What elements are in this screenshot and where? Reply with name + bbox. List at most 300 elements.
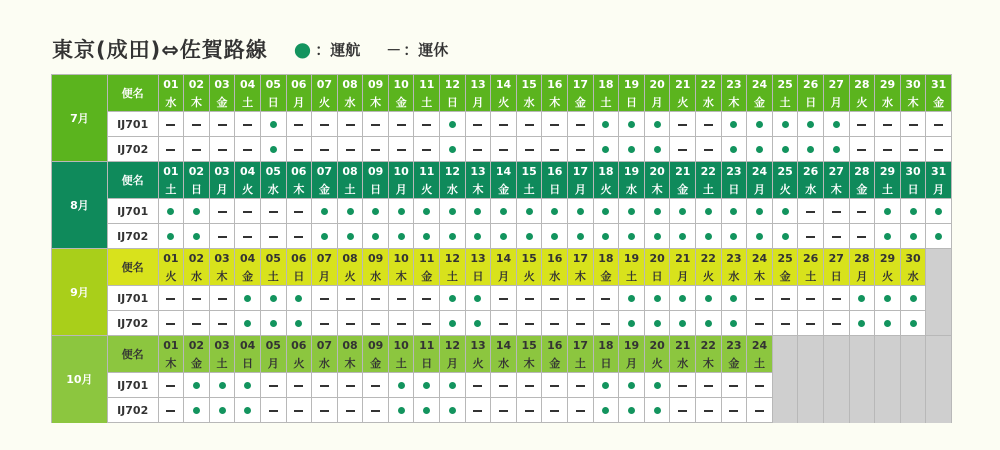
status-cell <box>414 373 440 398</box>
status-cell <box>516 137 542 162</box>
weekday-cell: 火 <box>644 354 670 373</box>
rest-dash-icon <box>397 323 406 325</box>
status-cell <box>542 137 568 162</box>
date-cell: 17 <box>568 162 594 181</box>
status-cell <box>670 373 696 398</box>
status-cell <box>516 398 542 423</box>
status-cell <box>209 199 235 224</box>
status-cell <box>260 373 286 398</box>
status-cell <box>875 311 901 336</box>
date-cell: 09 <box>363 75 389 94</box>
weekday-cell: 土 <box>516 180 542 199</box>
weekday-cell: 木 <box>721 93 747 112</box>
date-cell: 25 <box>772 249 798 268</box>
operate-dot-icon <box>807 121 814 128</box>
date-cell: 26 <box>798 249 824 268</box>
operate-dot-icon <box>628 407 635 414</box>
date-cell: 12 <box>440 162 466 181</box>
rest-dash-icon <box>550 124 559 126</box>
status-cell <box>414 286 440 311</box>
status-cell <box>337 373 363 398</box>
status-cell <box>619 224 645 249</box>
status-cell <box>747 311 773 336</box>
flight-code: IJ702 <box>107 137 158 162</box>
date-cell: 20 <box>644 249 670 268</box>
rest-dash-icon <box>550 298 559 300</box>
date-cell: 12 <box>440 336 466 355</box>
rest-dash-icon <box>755 298 764 300</box>
status-cell <box>772 112 798 137</box>
weekday-cell: 日 <box>593 354 619 373</box>
weekday-cell: 日 <box>465 267 491 286</box>
operate-dot-icon <box>449 233 456 240</box>
operate-dot-icon <box>423 208 430 215</box>
status-cell <box>900 112 926 137</box>
date-cell: 03 <box>209 336 235 355</box>
operate-dot-icon <box>449 121 456 128</box>
date-cell: 10 <box>388 162 414 181</box>
operate-dot-icon <box>910 320 917 327</box>
status-cell <box>568 137 594 162</box>
status-cell <box>696 373 722 398</box>
operate-dot-icon <box>884 208 891 215</box>
status-cell <box>721 398 747 423</box>
date-cell: 25 <box>772 75 798 94</box>
status-cell <box>747 137 773 162</box>
date-cell: 15 <box>516 75 542 94</box>
weekday-cell: 木 <box>900 93 926 112</box>
status-cell <box>516 286 542 311</box>
rest-dash-icon <box>269 410 278 412</box>
status-cell <box>235 224 261 249</box>
status-cell <box>209 112 235 137</box>
flight-row <box>52 224 952 249</box>
date-cell: 01 <box>158 75 184 94</box>
rest-dash-icon <box>550 385 559 387</box>
status-cell <box>875 286 901 311</box>
status-cell <box>823 199 849 224</box>
status-cell <box>158 373 184 398</box>
weekday-cell: 木 <box>696 354 722 373</box>
operate-dot-icon <box>628 208 635 215</box>
weekday-cell: 金 <box>849 180 875 199</box>
status-cell <box>235 373 261 398</box>
weekday-cell: 水 <box>900 267 926 286</box>
month-header-weekdays <box>52 180 952 199</box>
date-cell: 09 <box>363 162 389 181</box>
date-cell: 09 <box>363 336 389 355</box>
status-cell <box>721 224 747 249</box>
status-cell <box>696 199 722 224</box>
weekday-cell: 火 <box>875 267 901 286</box>
operate-dot-icon <box>474 233 481 240</box>
status-cell <box>798 224 824 249</box>
weekday-cell: 木 <box>823 180 849 199</box>
date-cell: 06 <box>286 336 312 355</box>
rest-dash-icon <box>729 410 738 412</box>
rest-dash-icon <box>781 298 790 300</box>
status-cell <box>721 199 747 224</box>
date-cell: 19 <box>619 75 645 94</box>
weekday-cell: 日 <box>235 354 261 373</box>
status-cell <box>772 224 798 249</box>
weekday-cell: 土 <box>568 354 594 373</box>
status-cell <box>363 224 389 249</box>
month-header-weekdays <box>52 267 952 286</box>
operate-legend-label: ：運航 <box>315 40 361 59</box>
status-cell <box>209 286 235 311</box>
weekday-cell: 月 <box>823 93 849 112</box>
rest-dash-icon <box>550 149 559 151</box>
rest-dash-icon <box>473 149 482 151</box>
rest-dash-icon <box>473 385 482 387</box>
status-cell <box>542 199 568 224</box>
weekday-cell: 日 <box>286 267 312 286</box>
status-cell <box>184 311 210 336</box>
status-cell <box>465 398 491 423</box>
rest-dash-icon <box>755 410 764 412</box>
weekday-cell: 木 <box>747 267 773 286</box>
rest-dash-icon <box>346 385 355 387</box>
status-cell <box>619 199 645 224</box>
date-cell: 16 <box>542 162 568 181</box>
rest-dash-icon <box>934 124 943 126</box>
status-cell <box>721 286 747 311</box>
status-cell <box>849 199 875 224</box>
weekday-cell: 月 <box>644 93 670 112</box>
status-cell <box>593 311 619 336</box>
date-cell: 08 <box>337 249 363 268</box>
rest-dash-icon <box>192 323 201 325</box>
operate-dot-icon <box>193 382 200 389</box>
date-cell: 21 <box>670 336 696 355</box>
date-cell: 21 <box>670 162 696 181</box>
status-cell <box>823 112 849 137</box>
weekday-cell: 月 <box>260 354 286 373</box>
weekday-cell: 水 <box>363 267 389 286</box>
flight-row <box>52 199 952 224</box>
operate-dot-icon <box>295 320 302 327</box>
flight-header-label: 便名 <box>107 162 158 199</box>
operate-dot-icon <box>500 208 507 215</box>
weekday-cell: 水 <box>696 93 722 112</box>
status-cell <box>388 311 414 336</box>
legend <box>294 37 449 61</box>
date-cell: 08 <box>337 336 363 355</box>
flight-row <box>52 112 952 137</box>
operate-dot-icon <box>244 320 251 327</box>
operate-dot-icon <box>705 295 712 302</box>
rest-dash-icon <box>832 323 841 325</box>
date-cell: 13 <box>465 75 491 94</box>
status-cell <box>184 112 210 137</box>
status-cell <box>644 199 670 224</box>
rest-dash-icon <box>294 236 303 238</box>
month-header-dates <box>52 162 952 181</box>
date-cell: 22 <box>696 75 722 94</box>
date-cell: 13 <box>465 249 491 268</box>
rest-dash-icon <box>601 298 610 300</box>
weekday-cell: 月 <box>670 267 696 286</box>
page-title: 東京(成田)⇔佐賀路線 <box>52 38 268 62</box>
rest-dash-icon <box>397 124 406 126</box>
rest-dash-icon <box>218 236 227 238</box>
weekday-cell: 日 <box>184 180 210 199</box>
date-cell: 07 <box>312 249 338 268</box>
rest-dash-icon <box>704 149 713 151</box>
date-cell: 02 <box>184 336 210 355</box>
operate-dot-icon <box>602 382 609 389</box>
date-cell: 14 <box>491 249 517 268</box>
date-cell: 10 <box>388 336 414 355</box>
weekday-cell: 木 <box>337 354 363 373</box>
status-cell <box>875 112 901 137</box>
status-cell <box>491 398 517 423</box>
weekday-cell: 水 <box>312 354 338 373</box>
weekday-cell: 日 <box>440 93 466 112</box>
empty-cell <box>875 336 901 423</box>
weekday-cell: 月 <box>209 180 235 199</box>
weekday-cell: 日 <box>414 354 440 373</box>
date-cell: 17 <box>568 249 594 268</box>
status-cell <box>542 311 568 336</box>
operate-dot-icon <box>295 295 302 302</box>
weekday-cell: 土 <box>440 267 466 286</box>
operate-dot-icon <box>679 233 686 240</box>
status-cell <box>260 137 286 162</box>
date-cell: 24 <box>747 75 773 94</box>
operate-dot-icon <box>654 208 661 215</box>
rest-dash-icon <box>704 385 713 387</box>
status-cell <box>568 398 594 423</box>
status-cell <box>798 286 824 311</box>
date-cell: 23 <box>721 162 747 181</box>
rest-dash-icon <box>371 124 380 126</box>
month-label: 7月 <box>52 75 108 162</box>
date-cell: 22 <box>696 336 722 355</box>
rest-dash-icon <box>422 149 431 151</box>
status-cell <box>337 224 363 249</box>
weekday-cell: 金 <box>209 93 235 112</box>
weekday-cell: 金 <box>568 93 594 112</box>
weekday-cell: 火 <box>696 267 722 286</box>
weekday-cell: 水 <box>670 354 696 373</box>
month-label: 8月 <box>52 162 108 249</box>
rest-dash-icon <box>294 410 303 412</box>
operate-dot-icon <box>833 146 840 153</box>
weekday-cell: 水 <box>184 267 210 286</box>
rest-dash-icon <box>550 410 559 412</box>
status-cell <box>696 137 722 162</box>
status-cell <box>363 373 389 398</box>
status-cell <box>798 199 824 224</box>
weekday-cell: 金 <box>363 354 389 373</box>
operate-dot-icon <box>321 233 328 240</box>
status-cell <box>849 224 875 249</box>
rest-dash-icon <box>294 211 303 213</box>
weekday-cell: 土 <box>388 354 414 373</box>
status-cell <box>414 112 440 137</box>
weekday-cell: 金 <box>747 93 773 112</box>
weekday-cell: 水 <box>516 93 542 112</box>
status-cell <box>363 398 389 423</box>
status-cell <box>209 311 235 336</box>
rest-dash-icon: － <box>386 40 402 59</box>
weekday-cell: 水 <box>721 267 747 286</box>
date-cell: 30 <box>900 75 926 94</box>
date-cell: 05 <box>260 336 286 355</box>
weekday-cell: 月 <box>286 93 312 112</box>
status-cell <box>670 112 696 137</box>
rest-dash-icon <box>166 410 175 412</box>
rest-dash-icon <box>294 385 303 387</box>
rest-dash-icon <box>883 149 892 151</box>
rest-dash-icon <box>576 298 585 300</box>
operate-dot-icon <box>449 382 456 389</box>
date-cell: 29 <box>875 75 901 94</box>
operate-dot-icon <box>551 208 558 215</box>
status-cell <box>491 137 517 162</box>
operate-dot-icon <box>449 295 456 302</box>
status-cell <box>312 199 338 224</box>
status-cell <box>260 311 286 336</box>
weekday-cell: 金 <box>721 354 747 373</box>
rest-dash-icon <box>832 236 841 238</box>
flight-code: IJ701 <box>107 286 158 311</box>
date-cell: 24 <box>747 336 773 355</box>
rest-dash-icon <box>320 410 329 412</box>
operate-dot-icon <box>884 320 891 327</box>
status-cell <box>286 311 312 336</box>
status-cell <box>772 199 798 224</box>
status-cell <box>568 112 594 137</box>
rest-dash-icon <box>218 323 227 325</box>
status-cell <box>593 286 619 311</box>
status-cell <box>721 311 747 336</box>
weekday-cell: 木 <box>363 93 389 112</box>
weekday-cell: 土 <box>260 267 286 286</box>
operate-dot-icon <box>807 146 814 153</box>
flight-code: IJ702 <box>107 311 158 336</box>
status-cell <box>644 398 670 423</box>
title-row <box>52 34 448 64</box>
weekday-cell: 日 <box>260 93 286 112</box>
operate-dot-icon <box>347 233 354 240</box>
status-cell <box>491 199 517 224</box>
rest-dash-icon <box>499 149 508 151</box>
date-cell: 05 <box>260 75 286 94</box>
operate-dot-icon <box>193 233 200 240</box>
weekday-cell: 土 <box>593 93 619 112</box>
date-cell: 11 <box>414 336 440 355</box>
rest-dash-icon <box>166 149 175 151</box>
weekday-cell: 月 <box>388 180 414 199</box>
status-cell <box>235 286 261 311</box>
flight-code: IJ702 <box>107 224 158 249</box>
operate-dot-icon <box>756 233 763 240</box>
rest-dash-icon <box>883 124 892 126</box>
date-cell: 01 <box>158 162 184 181</box>
weekday-cell: 木 <box>542 93 568 112</box>
weekday-cell: 土 <box>414 93 440 112</box>
weekday-cell: 金 <box>184 354 210 373</box>
operate-dot-icon <box>449 320 456 327</box>
operate-dot-icon <box>423 382 430 389</box>
status-cell <box>593 224 619 249</box>
operate-dot-icon <box>372 233 379 240</box>
rest-dash-icon <box>192 149 201 151</box>
rest-dash-icon <box>166 124 175 126</box>
date-cell: 21 <box>670 249 696 268</box>
weekday-cell: 水 <box>260 180 286 199</box>
weekday-cell: 木 <box>209 267 235 286</box>
weekday-cell: 金 <box>312 180 338 199</box>
status-cell <box>465 112 491 137</box>
rest-dash-icon <box>422 323 431 325</box>
operate-dot-icon <box>730 233 737 240</box>
date-cell: 13 <box>465 336 491 355</box>
weekday-cell: 火 <box>593 180 619 199</box>
operate-dot-icon <box>602 233 609 240</box>
date-cell: 11 <box>414 162 440 181</box>
operate-dot-icon <box>398 407 405 414</box>
flight-row <box>52 311 952 336</box>
operate-dot-icon <box>474 320 481 327</box>
date-cell: 23 <box>721 336 747 355</box>
weekday-cell: 火 <box>414 180 440 199</box>
date-cell: 27 <box>823 249 849 268</box>
operate-dot-icon <box>628 146 635 153</box>
rest-dash-icon <box>346 323 355 325</box>
operate-dot-icon <box>705 320 712 327</box>
rest-dash-icon <box>320 298 329 300</box>
schedule-table <box>51 74 952 423</box>
rest-dash-icon <box>704 124 713 126</box>
status-cell <box>388 286 414 311</box>
weekday-cell: 水 <box>875 93 901 112</box>
rest-dash-icon <box>346 124 355 126</box>
rest-dash-icon <box>576 149 585 151</box>
rest-dash-icon <box>294 124 303 126</box>
weekday-cell: 火 <box>772 180 798 199</box>
operate-dot-icon <box>551 233 558 240</box>
flight-row <box>52 286 952 311</box>
rest-dash-icon <box>525 323 534 325</box>
date-cell: 04 <box>235 249 261 268</box>
status-cell <box>823 224 849 249</box>
weekday-cell: 土 <box>619 267 645 286</box>
status-cell <box>235 311 261 336</box>
operate-dot-icon <box>628 233 635 240</box>
status-cell <box>235 199 261 224</box>
date-cell: 11 <box>414 249 440 268</box>
weekday-cell: 月 <box>568 180 594 199</box>
rest-dash-icon <box>397 298 406 300</box>
rest-dash-icon <box>243 236 252 238</box>
status-cell <box>516 112 542 137</box>
status-cell <box>644 286 670 311</box>
rest-dash-icon <box>857 124 866 126</box>
date-cell: 10 <box>388 75 414 94</box>
operate-dot-icon <box>654 382 661 389</box>
status-cell <box>337 199 363 224</box>
weekday-cell: 金 <box>542 354 568 373</box>
rest-dash-icon <box>473 410 482 412</box>
status-cell <box>542 373 568 398</box>
status-cell <box>670 286 696 311</box>
status-cell <box>849 311 875 336</box>
date-cell: 28 <box>849 249 875 268</box>
